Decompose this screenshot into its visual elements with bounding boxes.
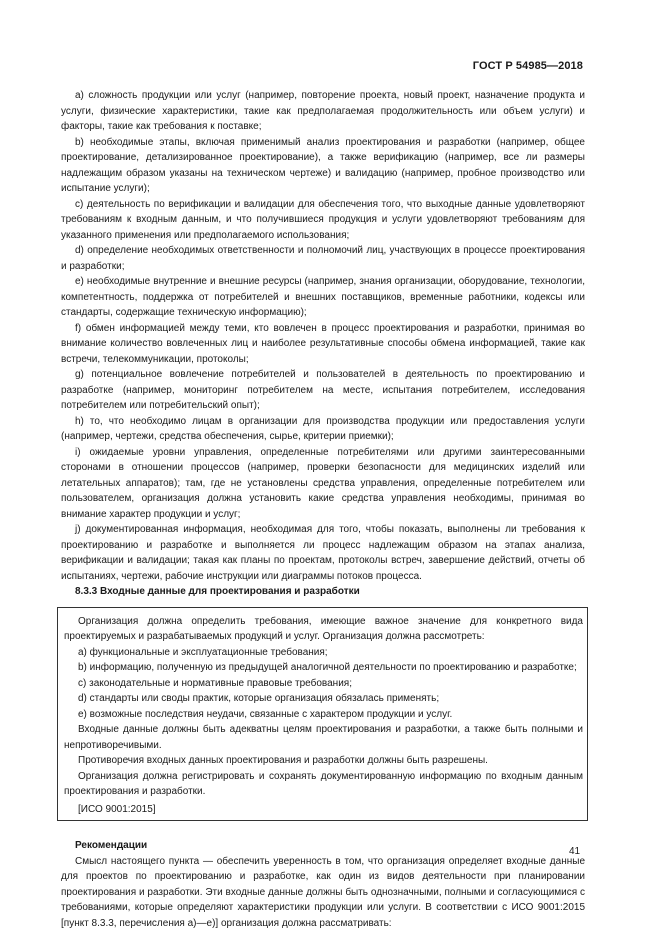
list-item-b: b) необходимые этапы, включая применимый анализ проектирования и разработки (например, общее проектирование, детализированное проектирование), а также верификацию (например, все ли размеры надлежащим образом указаны на техническом чертеже) и валидацию (например, пробное производство или испытание услуги); xyxy=(61,136,585,194)
box-paragraph-conflicts: Противоречия входных данных проектирования и разработки должны быть разрешены. xyxy=(78,755,488,766)
recommendations-text: Смысл настоящего пункта — обеспечить уверенность в том, что организация определяет входные данные для проектов по проектированию и разработке, как один из видов деятельности при планировании проектирования и разработки. Эти входные данные должны быть однозначными, полными и согласующимися с требованиями, которые определяют характеристики продукции или услуги. В соответствии с ИСО 9001:2015 [пункт 8.3.3, перечисления а)—е)] организация должна рассматривать: xyxy=(61,855,585,929)
list-item-h: h) то, что необходимо лицам в организации для производства продукции или предоставления услуги (например, чертежи, средства обеспечения, сырье, критерии приемки); xyxy=(61,415,585,442)
list-item-i: i) ожидаемые уровни управления, определенные потребителями или другими заинтересованными сторонами в отношении процессов (например, проверки безопасности для медицинских изделий или летательных аппаратов); там, где не установлены средства управления, определенные потребителем или пользователем, организация должна установить какие средства управления необходимы, принимая во внимание характер продукции и услуг; xyxy=(61,446,585,520)
page-number: 41 xyxy=(569,846,581,857)
box-item-a: a) функциональные и эксплуатационные требования; xyxy=(78,646,328,658)
recommendations-title: Рекомендации xyxy=(75,840,148,851)
quoted-standard-box xyxy=(57,607,588,822)
box-item-d: d) стандарты или своды практик, которые организация обязалась применять; xyxy=(78,693,440,704)
list-item-d: d) определение необходимых ответственности и полномочий лиц, участвующих в процессе проектирования и разработки; xyxy=(61,245,585,272)
list-item-e: e) необходимые внутренние и внешние ресурсы (например, знания организации, оборудование, технологии, компетентность, поддержка от потребителей и внешних поставщиков, временные работники, кодексы или стандарты, содержащие техническую информацию); xyxy=(61,276,585,318)
box-paragraph-adequacy: Входные данные должны быть адекватны целям проектирования и разработки, а также быть полными и непротиворечивыми. xyxy=(64,724,583,751)
box-paragraph-records: Организация должна регистрировать и сохранять документированную информацию по входным данным проектирования и разработки. xyxy=(64,770,583,797)
box-item-c: c) законодательные и нормативные правовые требования; xyxy=(78,677,352,689)
list-item-a: a) сложность продукции или услуг (например, повторение проекта, новый проект, назначение продукта и услуги, физические характеристики, такие как предполагаемая продолжительность или объем услуги) и факторы, такие как требования к поставке; xyxy=(61,90,585,132)
box-reference: [ИСО 9001:2015] xyxy=(78,803,156,815)
box-intro: Организация должна определить требования, имеющие важное значение для конкретного вида проектируемых и разрабатываемых продукций и услуг. Организация должна рассмотреть: xyxy=(64,615,583,642)
section-heading: 8.3.3 Входные данные для проектирования и разработки xyxy=(75,586,360,597)
list-item-g: g) потенциальное вовлечение потребителей и пользователей в деятельность по проектированию и разработке (например, мониторинг потребителем на месте, испытания потребителем, исследования потребителем или потребительский опыт); xyxy=(61,369,585,411)
list-item-f: f) обмен информацией между теми, кто вовлечен в процесс проектирования и разработки, принимая во внимание количество вовлеченных лиц и наиболее результативные способы обмена информацией, такие как встречи, телекоммуникации, протоколы; xyxy=(61,322,585,365)
document-standard-header: ГОСТ Р 54985—2018 xyxy=(472,60,583,72)
box-item-b: b) информацию, полученную из предыдущей аналогичной деятельности по проектированию и разработке; xyxy=(78,662,577,673)
page-body xyxy=(61,88,585,931)
list-item-c: c) деятельность по верификации и валидации для обеспечения того, что выходные данные удовлетворяют требованиям к входным данным, и что получившиеся продукция и услуги удовлетворяют требованиям для указанного применения или предполагаемого использования; xyxy=(61,198,585,241)
list-item-j: j) документированная информация, необходимая для того, чтобы показать, выполнены ли требования к проектированию и разработке и выполняется ли процесс надлежащим образом на этапах анализа, верификации и валидации; такая как планы по проектам, протоколы встреч, завершение действий, отчеты об испытаниях, чертежи, рабочие инструкции или диаграммы потоков процесса. xyxy=(61,524,585,582)
box-item-e: e) возможные последствия неудачи, связанные с характером продукции и услуг. xyxy=(78,708,453,720)
